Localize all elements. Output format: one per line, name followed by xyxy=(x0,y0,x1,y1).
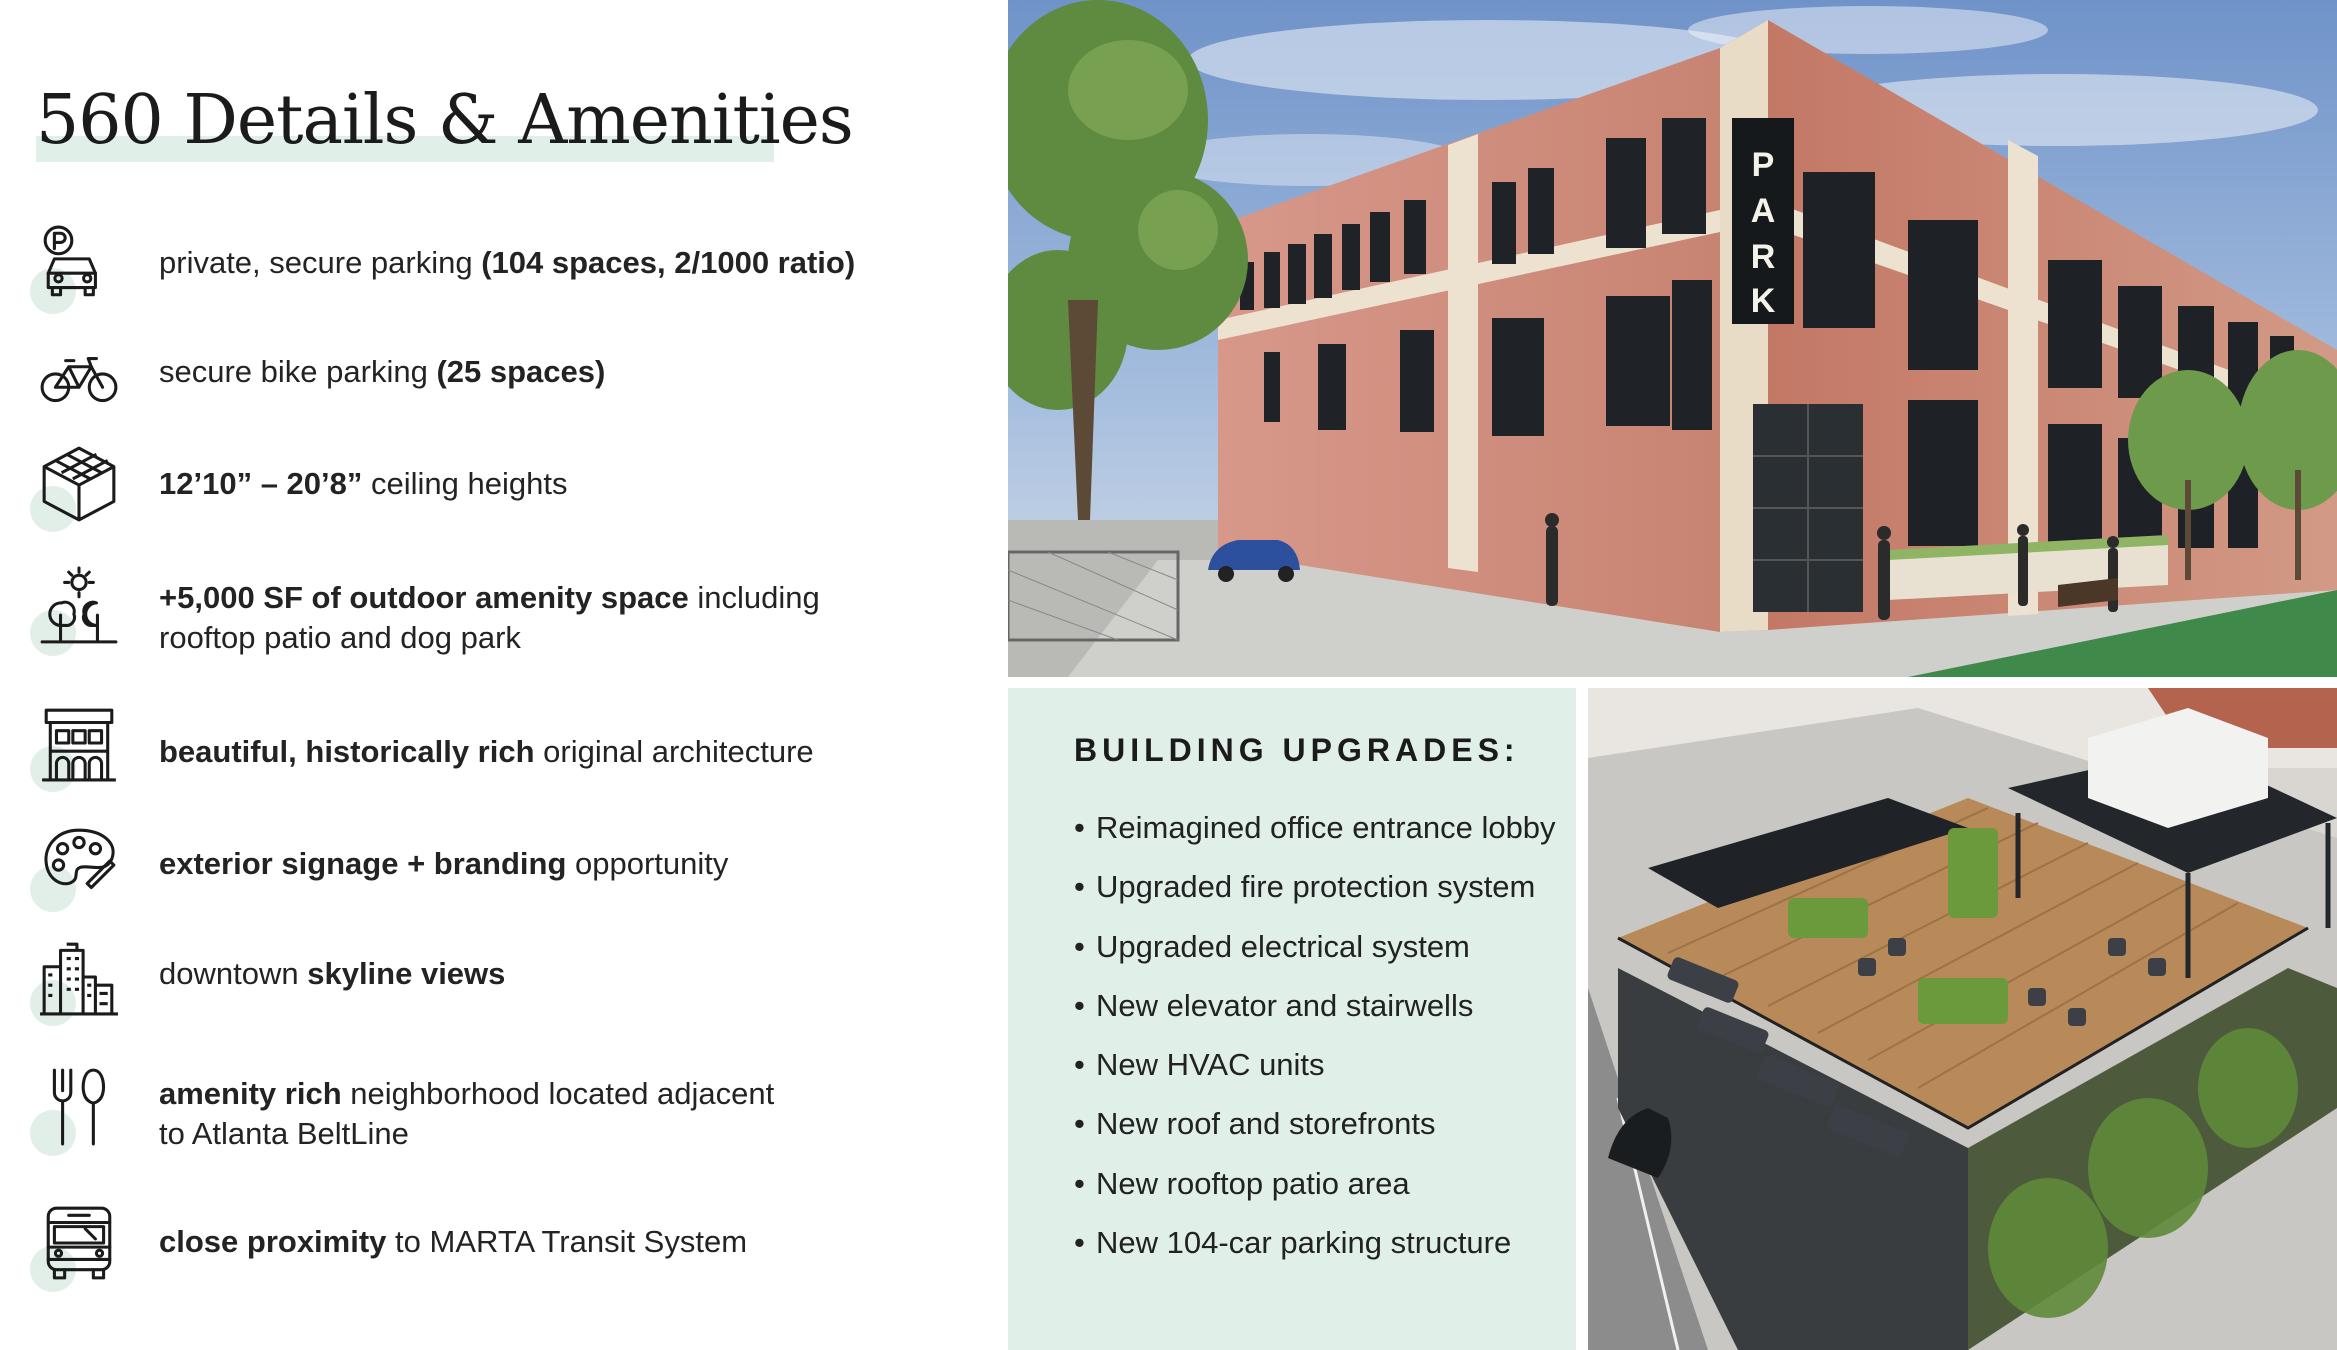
upgrades-list xyxy=(1074,798,1556,1272)
amenity-item-architecture xyxy=(30,696,970,796)
list-item: • New elevator and stairwells xyxy=(1074,987,1474,1023)
icon-slot xyxy=(30,218,126,314)
park-sign-letter: A xyxy=(1750,192,1776,230)
icon-slot xyxy=(30,1196,126,1292)
icon-slot xyxy=(30,560,126,656)
city-skyline-icon xyxy=(38,936,120,1018)
icon-slot xyxy=(30,816,126,912)
amenity-item-outdoor xyxy=(30,560,970,670)
icon-slot xyxy=(30,696,126,792)
list-item: • New rooftop patio area xyxy=(1074,1165,1410,1201)
amenity-text: 12’10” – 20’8” ceiling heights xyxy=(159,466,568,501)
list-item: • New roof and storefronts xyxy=(1074,1106,1436,1142)
paint-palette-icon xyxy=(38,822,120,904)
amenity-text: amenity rich neighborhood located adjacent to Atlanta BeltLine xyxy=(159,1076,775,1151)
amenity-item-parking xyxy=(30,218,970,318)
amenity-text: private, secure parking (104 spaces, 2/1000 ratio) xyxy=(159,245,856,280)
amenity-text: beautiful, historically rich original architecture xyxy=(159,734,814,769)
amenity-item-skyline xyxy=(30,930,970,1030)
historic-building-icon xyxy=(38,702,120,784)
park-sign-letter: P xyxy=(1751,146,1775,184)
ceiling-cube-icon xyxy=(38,442,120,524)
trees-sun-icon xyxy=(38,566,120,648)
amenity-text: downtown skyline views xyxy=(159,956,506,991)
title-block xyxy=(36,78,853,164)
bicycle-icon xyxy=(38,336,120,418)
list-item: • Upgraded fire protection system xyxy=(1074,869,1536,905)
park-sign-letter: R xyxy=(1750,238,1776,276)
icon-slot xyxy=(30,1060,126,1156)
bus-icon xyxy=(38,1202,120,1284)
icon-slot xyxy=(30,436,126,532)
list-item: • Reimagined office entrance lobby xyxy=(1074,810,1556,845)
upgrades-heading: BUILDING UPGRADES: xyxy=(1074,732,1520,768)
list-item: • New 104-car parking structure xyxy=(1074,1225,1512,1261)
rooftop-patio-rendering-photo xyxy=(1588,688,2337,1350)
fork-spoon-icon xyxy=(38,1066,120,1148)
building-upgrades-panel xyxy=(1008,688,1576,1350)
amenity-text: exterior signage + branding opportunity xyxy=(159,846,729,881)
icon-slot xyxy=(30,930,126,1026)
amenity-item-bike xyxy=(30,330,970,430)
amenity-item-ceiling xyxy=(30,436,970,536)
list-item: • Upgraded electrical system xyxy=(1074,928,1470,964)
amenity-text: close proximity to MARTA Transit System xyxy=(159,1224,748,1259)
amenity-item-transit xyxy=(30,1196,970,1306)
icon-slot xyxy=(30,330,126,426)
parking-car-icon xyxy=(38,224,120,306)
park-sign-letter: K xyxy=(1750,282,1776,320)
amenity-item-neighborhood xyxy=(30,1060,970,1170)
amenity-text: +5,000 SF of outdoor amenity space including rooftop patio and dog park xyxy=(159,580,820,655)
page-title: 560 Details & Amenities xyxy=(36,81,853,160)
amenity-text: secure bike parking (25 spaces) xyxy=(159,354,606,389)
exterior-rendering-photo xyxy=(1008,0,2337,677)
list-item: • New HVAC units xyxy=(1074,1047,1325,1083)
amenity-item-signage xyxy=(30,816,970,916)
